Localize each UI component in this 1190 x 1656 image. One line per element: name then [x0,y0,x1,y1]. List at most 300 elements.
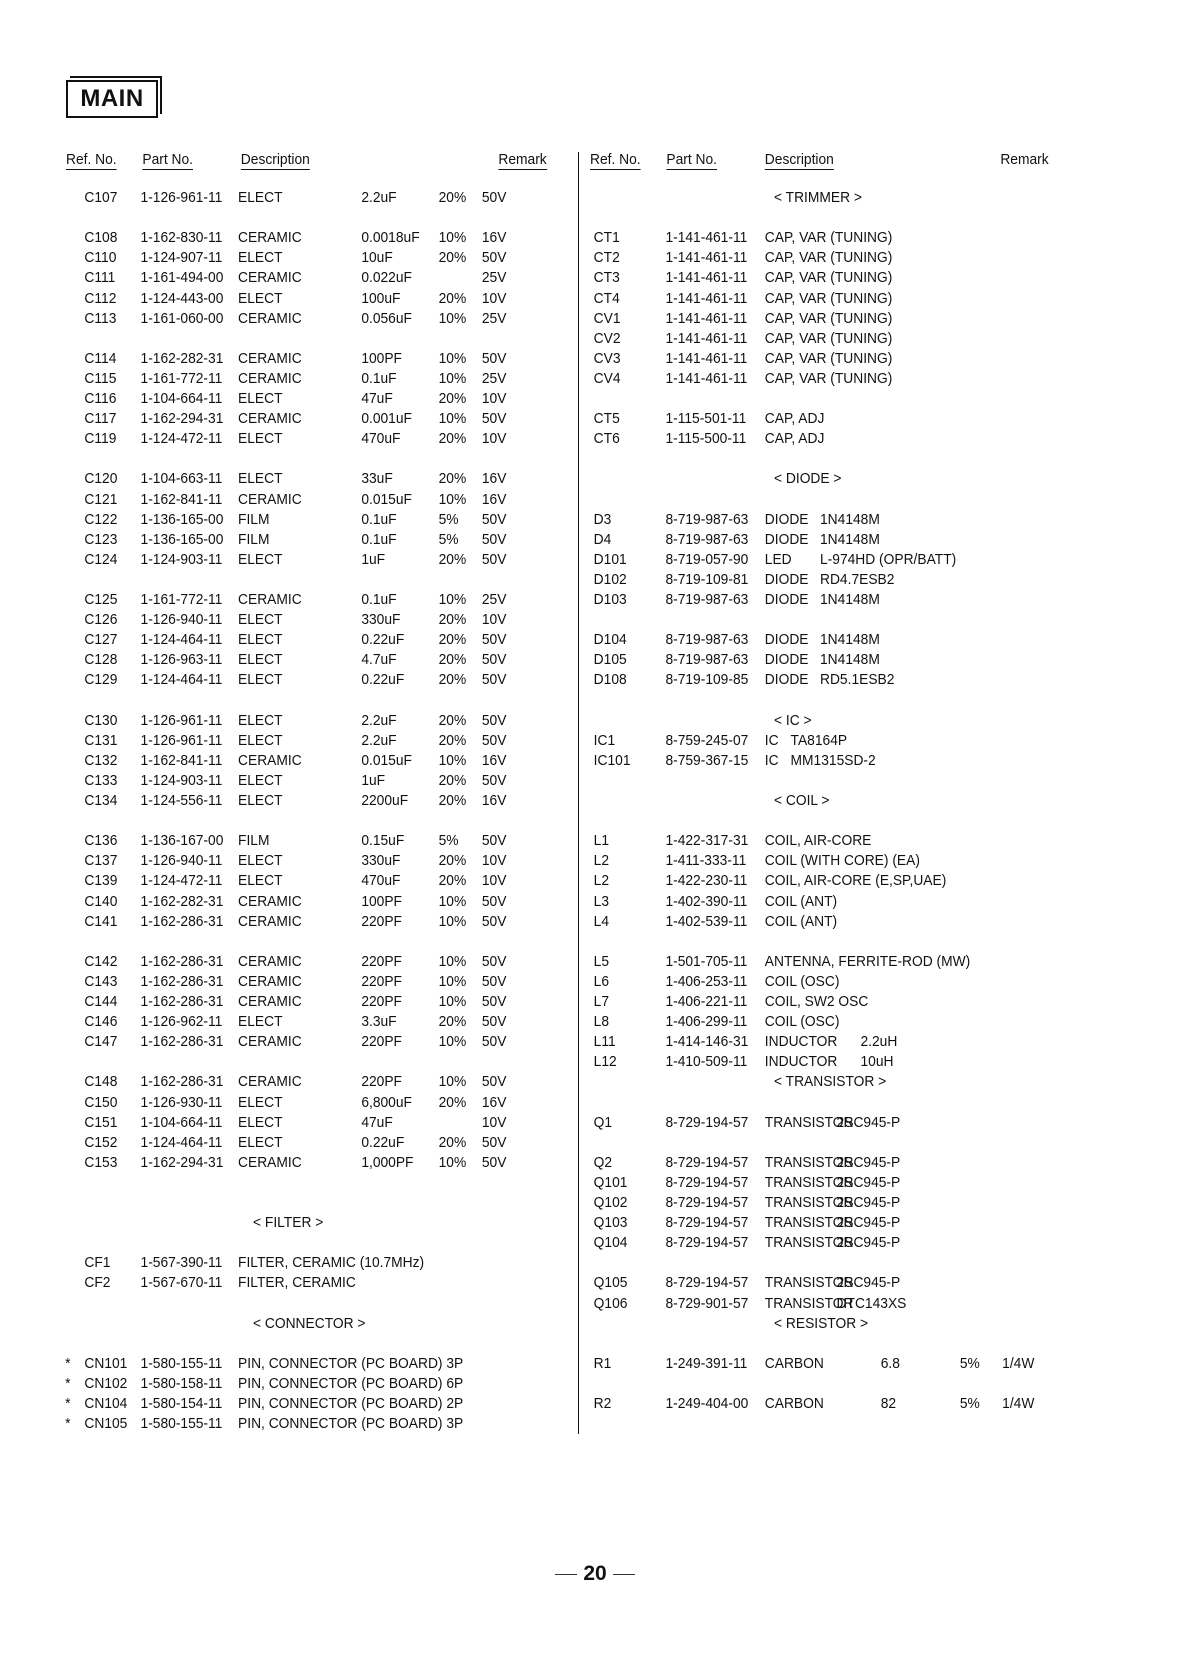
cell-tol: 10% [438,490,467,508]
cell-desc: CERAMIC [238,1073,302,1091]
cell-value: 470uF [361,430,401,448]
cell-model: 1N4148M [820,651,880,669]
cell-desc: CAP, ADJ [764,410,825,428]
cell-ref: C120 [84,470,118,488]
cell-part: 1-161-772-11 [140,369,223,387]
cell-part: 1-162-294-31 [140,410,224,428]
cell-mark: * [65,1415,71,1433]
cell-part: 1-580-154-11 [140,1395,223,1412]
cell-volt: 16V [481,792,507,809]
cell-part: 1-402-390-11 [665,892,748,910]
cell-mark: * [65,1354,71,1372]
cell-ref: CT1 [593,229,620,247]
cell-ref: Q103 [593,1214,628,1232]
cell-volt: 50V [481,631,507,649]
cell-volt: 50V [481,832,507,850]
cell-ref: C126 [84,611,118,629]
cell-desc: TRANSISTOR [764,1214,854,1232]
cell-mark: * [65,1395,71,1412]
cell-desc: COIL (ANT) [764,912,838,930]
cell-part: 1-141-461-11 [665,309,748,327]
cell-ref: C111 [84,269,116,287]
cell-part: 1-141-461-11 [665,269,748,287]
part-row [66,590,544,610]
cell-ref: C119 [84,430,117,448]
part-row [66,650,544,670]
cell-volt: 50V [481,651,507,669]
cell-tol: 10% [438,1033,467,1051]
cell-ref: C143 [84,972,118,990]
cell-part: 8-729-194-57 [665,1274,749,1292]
cell-tol: 20% [438,550,467,568]
cell-model: 10uH [860,1053,894,1071]
cell-tol: 20% [438,189,467,206]
part-row [590,1052,1068,1072]
cell-desc: TRANSISTOR [764,1173,854,1191]
cell-volt: 50V [481,530,507,548]
cell-model: 2SC945-P [836,1153,901,1171]
part-row [590,268,1068,288]
part-row [66,490,544,510]
section-heading-text: < FILTER > [253,1214,324,1232]
header-part-no: Part No. [142,151,193,168]
part-row [590,409,1068,429]
cell-volt: 10V [481,611,507,629]
cell-desc: CAP, VAR (TUNING) [764,249,893,267]
cell-desc: ELECT [238,671,283,689]
part-row [66,912,544,932]
cell-part: 1-411-333-11 [665,852,747,870]
cell-part: 1-126-961-11 [140,189,223,206]
cell-part: 1-161-494-00 [140,269,224,287]
cell-part: 1-162-830-11 [140,229,223,247]
cell-ref: D3 [593,510,612,528]
part-row [66,630,544,650]
cell-value: 220PF [361,952,402,970]
part-row [66,610,544,630]
cell-ref: CV2 [593,329,621,347]
cell-part: 8-729-194-57 [665,1234,749,1252]
part-row [66,349,544,369]
part-row [66,429,544,449]
cell-desc: CARBON [764,1395,824,1412]
cell-part: 8-719-057-90 [665,550,749,568]
cell-value: 330uF [361,611,401,629]
page-number [540,1562,650,1586]
cell-desc: ELECT [238,289,283,307]
part-row [66,409,544,429]
cell-desc: ELECT [238,651,283,669]
part-row [590,550,1068,570]
cell-desc: COIL, AIR-CORE (E,SP,UAE) [764,872,947,890]
cell-desc: CERAMIC [238,952,302,970]
cell-volt: 50V [481,349,507,367]
cell-value: 47uF [361,390,393,407]
cell-part: 1-567-390-11 [140,1254,223,1272]
part-row [66,972,544,992]
cell-value: 82 [880,1395,897,1412]
cell-desc: COIL (OSC) [764,972,840,990]
cell-volt: 50V [481,189,507,206]
cell-value: 1uF [361,771,386,789]
header-remark: Remark [498,151,547,168]
cell-ref: L6 [593,972,610,990]
cell-part: 1-141-461-11 [665,329,748,347]
section-heading-text: < IC > [774,711,812,729]
cell-part: 1-422-230-11 [665,872,748,890]
cell-ref: R2 [593,1395,612,1412]
page-number-text: 20 [583,1562,607,1585]
cell-ref: D4 [593,530,612,548]
cell-desc: DIODE [764,570,809,588]
part-row [590,570,1068,590]
cell-part: 1-115-500-11 [665,430,747,448]
cell-ref: Q105 [593,1274,628,1292]
cell-desc: IC [764,731,779,749]
cell-value: 0.0018uF [361,229,420,247]
cell-part: 1-136-165-00 [140,510,224,528]
cell-desc: PIN, CONNECTOR (PC BOARD) 3P [238,1415,464,1433]
part-row [590,429,1068,449]
cell-volt: 50V [481,1013,507,1031]
cell-model: RD4.7ESB2 [820,570,895,588]
cell-part: 1-161-060-00 [140,309,224,327]
cell-part: 8-729-194-57 [665,1194,749,1211]
cell-part: 1-580-158-11 [140,1374,223,1392]
part-row [590,851,1068,871]
cell-ref: CN104 [84,1395,128,1412]
cell-desc: CERAMIC [238,490,302,508]
part-row [66,751,544,771]
cell-volt: 10V [481,430,507,448]
cell-volt: 10V [481,872,507,890]
part-row [590,1173,1068,1193]
cell-part: 8-719-109-81 [665,570,749,588]
cell-volt: 50V [481,1133,507,1151]
part-row [66,228,544,248]
cell-value: 100PF [361,349,402,367]
cell-desc: ELECT [238,852,283,870]
cell-value: 47uF [361,1113,393,1131]
part-row [66,389,544,409]
cell-tol: 20% [438,872,467,890]
cell-model: MM1315SD-2 [790,751,876,769]
cell-value: 0.22uF [361,1133,405,1151]
cell-part: 1-402-539-11 [665,912,748,930]
part-row [66,510,544,530]
cell-ref: C114 [84,349,117,367]
part-row [66,1072,544,1092]
cell-model: 2SC945-P [836,1113,901,1131]
cell-ref: IC1 [593,731,616,749]
cell-value: 330uF [361,852,401,870]
part-row [590,1294,1068,1314]
cell-model: 2SC945-P [836,1214,901,1232]
section-heading-text: < TRANSISTOR > [774,1073,887,1091]
cell-desc: CERAMIC [238,972,302,990]
cell-part: 1-141-461-11 [665,349,748,367]
cell-mark: * [65,1374,71,1392]
part-row [590,1193,1068,1213]
cell-tol: 20% [438,771,467,789]
cell-ref: CN105 [84,1415,128,1433]
cell-desc: CAP, ADJ [764,430,825,448]
cell-tol: 20% [438,671,467,689]
cell-part: 1-124-443-00 [140,289,224,307]
cell-ref: CT5 [593,410,620,428]
cell-ref: L7 [593,993,610,1010]
cell-watt: 1/4W [1002,1395,1035,1412]
part-row [590,912,1068,932]
cell-desc: ELECT [238,1093,283,1111]
cell-volt: 50V [481,771,507,789]
cell-part: 8-729-194-57 [665,1173,749,1191]
cell-volt: 10V [481,390,507,407]
cell-part: 1-162-282-31 [140,892,224,910]
cell-part: 1-162-286-31 [140,912,224,930]
cell-value: 0.056uF [361,309,412,327]
cell-tol: 20% [438,249,467,267]
cell-desc: CERAMIC [238,369,302,387]
cell-value: 0.015uF [361,751,412,769]
cell-part: 1-124-903-11 [140,550,223,568]
cell-value: 220PF [361,912,402,930]
cell-ref: CF2 [84,1274,111,1292]
cell-ref: C110 [84,249,117,267]
cell-ref: C113 [84,309,117,327]
cell-tol: 20% [438,1093,467,1111]
cell-desc: DIODE [764,591,809,608]
cell-ref: CV1 [593,309,621,327]
cell-value: 0.22uF [361,631,405,649]
cell-model: TA8164P [790,731,848,749]
cell-desc: CAP, VAR (TUNING) [764,329,893,347]
dash-left [555,1574,577,1575]
part-row [590,1113,1068,1133]
cell-tol: 5% [959,1354,980,1372]
part-row [66,1012,544,1032]
cell-tol: 20% [438,631,467,649]
cell-tol: 10% [438,892,467,910]
cell-part: 1-124-464-11 [140,671,223,689]
cell-part: 1-162-282-31 [140,349,224,367]
cell-part: 8-719-109-85 [665,671,749,689]
cell-desc: CERAMIC [238,1033,302,1051]
cell-ref: Q101 [593,1173,628,1191]
cell-tol: 10% [438,751,467,769]
cell-ref: CV4 [593,369,621,387]
cell-ref: D101 [593,550,627,568]
cell-model: 2SC945-P [836,1274,901,1292]
cell-value: 100uF [361,289,401,307]
part-row [590,952,1068,972]
part-row [590,630,1068,650]
cell-value: 0.001uF [361,410,412,428]
cell-desc: ANTENNA, FERRITE-ROD (MW) [764,952,971,970]
cell-volt: 50V [481,1073,507,1091]
cell-ref: L2 [593,872,610,890]
cell-desc: CERAMIC [238,309,302,327]
part-row [66,831,544,851]
part-row [590,1273,1068,1293]
cell-ref: C125 [84,591,118,608]
cell-part: 1-249-391-11 [665,1354,748,1372]
cell-desc: FILM [238,530,270,548]
cell-value: 100PF [361,892,402,910]
cell-part: 1-501-705-11 [665,952,748,970]
cell-part: 8-719-987-63 [665,530,749,548]
header-part-no: Part No. [666,151,717,168]
cell-volt: 50V [481,892,507,910]
cell-desc: CERAMIC [238,269,302,287]
cell-value: 2.2uF [361,711,397,729]
cell-volt: 25V [481,269,507,287]
cell-tol: 20% [438,1133,467,1151]
cell-part: 1-567-670-11 [140,1274,223,1292]
cell-ref: D104 [593,631,627,649]
cell-desc: PIN, CONNECTOR (PC BOARD) 6P [238,1374,464,1392]
cell-value: 0.1uF [361,530,397,548]
part-row [66,1133,544,1153]
cell-volt: 10V [481,852,507,870]
cell-value: 0.1uF [361,369,397,387]
part-row [590,892,1068,912]
cell-desc: PIN, CONNECTOR (PC BOARD) 3P [238,1354,464,1372]
cell-volt: 50V [481,972,507,990]
cell-tol: 10% [438,591,467,608]
cell-desc: ELECT [238,470,283,488]
cell-ref: IC101 [593,751,631,769]
cell-volt: 50V [481,952,507,970]
cell-ref: L1 [593,832,610,850]
cell-volt: 25V [481,591,507,608]
cell-model: 1N4148M [820,530,880,548]
part-row [590,1233,1068,1253]
cell-ref: D105 [593,651,627,669]
cell-ref: C152 [84,1133,118,1151]
cell-part: 1-249-404-00 [665,1395,749,1412]
cell-desc: LED [764,550,792,568]
cell-ref: L4 [593,912,610,930]
cell-value: 220PF [361,1033,402,1051]
cell-value: 220PF [361,993,402,1010]
cell-part: 1-406-299-11 [665,1013,748,1031]
section-heading-text: < TRIMMER > [774,189,862,206]
cell-ref: Q102 [593,1194,628,1211]
cell-tol: 5% [438,832,459,850]
cell-part: 1-124-907-11 [140,249,223,267]
header-description: Description [240,151,310,168]
part-row [590,289,1068,309]
cell-part: 1-162-841-11 [140,490,223,508]
cell-desc: ELECT [238,1013,283,1031]
cell-part: 1-115-501-11 [665,410,747,428]
cell-desc: TRANSISTOR [764,1234,854,1252]
cell-value: 2.2uF [361,189,397,206]
cell-ref: CN102 [84,1374,128,1392]
cell-value: 6.8 [880,1354,900,1372]
cell-part: 1-136-165-00 [140,530,224,548]
cell-ref: C141 [84,912,118,930]
cell-ref: C112 [84,289,117,307]
part-row [66,1253,544,1273]
cell-ref: CT4 [593,289,620,307]
cell-tol: 10% [438,229,467,247]
cell-tol: 10% [438,952,467,970]
part-row [66,188,544,208]
cell-part: 1-126-961-11 [140,731,223,749]
cell-desc: FILTER, CERAMIC (10.7MHz) [238,1254,425,1272]
cell-part: 1-162-286-31 [140,972,224,990]
cell-desc: ELECT [238,189,283,206]
part-row [590,530,1068,550]
cell-tol: 10% [438,1153,467,1171]
cell-part: 1-410-509-11 [665,1053,748,1071]
cell-ref: C137 [84,852,118,870]
cell-desc: FILM [238,832,270,850]
part-row [590,1213,1068,1233]
cell-value: 2.2uF [361,731,397,749]
part-row [66,1414,544,1434]
cell-value: 0.15uF [361,832,405,850]
cell-value: 10uF [361,249,393,267]
cell-tol: 20% [438,1013,467,1031]
cell-tol: 20% [438,470,467,488]
cell-desc: ELECT [238,390,283,407]
cell-ref: CV3 [593,349,621,367]
cell-tol: 20% [438,852,467,870]
cell-desc: CAP, VAR (TUNING) [764,369,893,387]
cell-part: 1-126-962-11 [140,1013,223,1031]
cell-part: 8-719-987-63 [665,510,749,528]
cell-volt: 16V [481,751,507,769]
cell-ref: CT2 [593,249,620,267]
cell-desc: IC [764,751,779,769]
part-row [590,349,1068,369]
cell-part: 8-759-367-15 [665,751,749,769]
part-row [590,510,1068,530]
cell-model: 1N4148M [820,631,880,649]
cell-desc: ELECT [238,771,283,789]
cell-desc: DIODE [764,530,809,548]
cell-part: 1-124-472-11 [140,872,223,890]
cell-desc: PIN, CONNECTOR (PC BOARD) 2P [238,1395,464,1412]
cell-volt: 50V [481,711,507,729]
part-row [590,751,1068,771]
part-row [66,731,544,751]
cell-volt: 50V [481,550,507,568]
cell-value: 0.022uF [361,269,412,287]
cell-desc: COIL, SW2 OSC [764,993,869,1010]
part-row [590,972,1068,992]
cell-part: 1-124-903-11 [140,771,223,789]
cell-volt: 50V [481,912,507,930]
cell-desc: CERAMIC [238,993,302,1010]
part-row [590,731,1068,751]
cell-ref: C124 [84,550,118,568]
cell-desc: DIODE [764,631,809,649]
cell-desc: CAP, VAR (TUNING) [764,289,893,307]
cell-part: 1-124-472-11 [140,430,223,448]
cell-volt: 10V [481,1113,507,1131]
cell-model: 1N4148M [820,510,880,528]
cell-ref: L11 [593,1033,616,1051]
part-row [590,1354,1068,1374]
cell-part: 1-162-286-31 [140,1033,224,1051]
part-row [590,1153,1068,1173]
cell-ref: D108 [593,671,627,689]
part-row [66,1032,544,1052]
